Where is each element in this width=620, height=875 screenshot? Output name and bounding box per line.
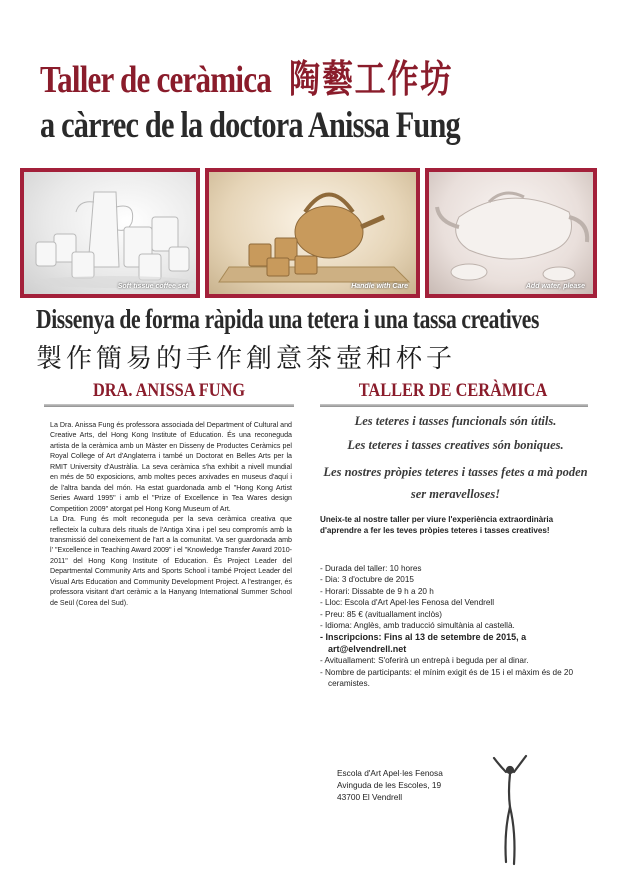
detail-item: - Idioma: Anglès, amb traducció simultània al castellà.: [320, 621, 515, 631]
statue-logo-icon: [486, 752, 536, 872]
bio-heading: DRA. ANISSA FUNG: [92, 380, 246, 401]
poster-title: [40, 48, 453, 103]
photo-caption: Soft tissue coffee set: [117, 283, 188, 290]
detail-item: - Nombre de participants: el mínim exigit és de 15 i el màxim és de 20 ceramistes.: [320, 667, 574, 689]
detail-item: - Durada del taller: 10 hores: [320, 564, 422, 573]
photo-caption: Add water, please: [525, 283, 585, 290]
divider-left: [44, 404, 294, 407]
quote-line: Les teteres i tasses creatives són boniques.: [347, 438, 564, 452]
photo-coffee-set: [20, 168, 200, 298]
workshop-heading: TALLER DE CERÀMICA: [358, 380, 548, 401]
registration-item: - Inscripcions: Fins al 13 de setembre de 2015, a art@elvendrell.net: [320, 632, 527, 655]
quote-line: Les teteres i tasses funcionals són útils.: [354, 414, 557, 428]
photo-caption: Handle with Care: [351, 283, 408, 290]
school-address: [337, 768, 443, 803]
photo-add-water: [425, 168, 597, 298]
poster-subtitle: a càrrec de la doctora Anissa Fung: [40, 105, 460, 146]
cardboard-teaset-illustration: [209, 172, 416, 294]
photo-handle-with-care: [205, 168, 420, 298]
teapot-illustration: [429, 172, 593, 294]
detail-item: - Horari: Dissabte de 9 h a 20 h: [320, 586, 434, 596]
divider-right: [320, 404, 588, 407]
tagline-catalan: Dissenya de forma ràpida una tetera i una tassa creatives: [36, 304, 539, 334]
title-chinese: 陶藝工作坊: [289, 57, 454, 101]
quote-line: Les nostres pròpies teteres i tasses fetes a mà poden ser meravelloses!: [323, 465, 588, 501]
address-line: Avinguda de les Escoles, 19: [337, 779, 442, 790]
detail-item: - Dia: 3 d'octubre de 2015: [320, 575, 414, 585]
workshop-details: [320, 563, 582, 690]
bio-paragraph: La Dra. Anissa Fung és professora associada del Department of Cultural and Creative Arts, del Hong Kong Institute of Education. És una reconeguda artista de la ceràmica amb un Màster en Disseny de Productes Ceràmics pel Royal College of Art d'Anglaterra i també un Doctorat en Belles Arts per la RMIT University d'Austràlia. La seva ceràmica s'ha exhibit a nivell mundial en més de 50 exposicions, amb moltes peces arxivades en museus d'aquí i de l'altra banda del món. Ha estat guardonada amb el "Hong Kong Artist Series Award 1995" i amb el "Prize of Excellence in Tea Wares design Competition 2009" atorgat pel Hong Kong Museum of Art.: [50, 421, 292, 513]
coffee-set-illustration: [24, 172, 196, 294]
detail-item: - Preu: 85 € (avituallament inclòs): [320, 609, 442, 619]
tagline-chinese: 製作簡易的手作創意茶壺和杯子: [36, 344, 457, 374]
detail-item: - Avituallament: S'oferirà un entrepà i beguda per al dinar.: [320, 656, 529, 666]
address-line: Escola d'Art Apel·les Fenosa: [337, 768, 443, 778]
title-latin: Taller de ceràmica: [40, 59, 271, 101]
address-line: 43700 El Vendrell: [337, 791, 403, 802]
bio-text: [50, 420, 292, 608]
detail-item: - Lloc: Escola d'Art Apel·les Fenosa del Vendrell: [320, 598, 495, 608]
bio-paragraph: La Dra. Fung és molt reconeguda per la seva ceràmica creativa que reflecteix la cultura dels rituals de l'Antiga Xina i pel seu compromís amb la transmissió del coneixement de l'art a la comunitat. Va ser guardonada amb l' "Excellence in Teaching Award 2009" i el "Knowledge Transfer Award 2010-2011" del Hong Kong Institute of Education. És Project Leader del Departmental Community Arts and Sports School i també Project Leader del Visual Arts Education and Community Development Project. A l'estranger, és professora visitant d'art ceràmic a la Hanyang International Summer School de Seül (Corea del Sud).: [50, 515, 292, 607]
invitation-text: Uneix-te al nostre taller per viure l'experiència extraordinària d'aprendre a fer les teves pròpies teteres i tasses creatives!: [320, 515, 554, 535]
